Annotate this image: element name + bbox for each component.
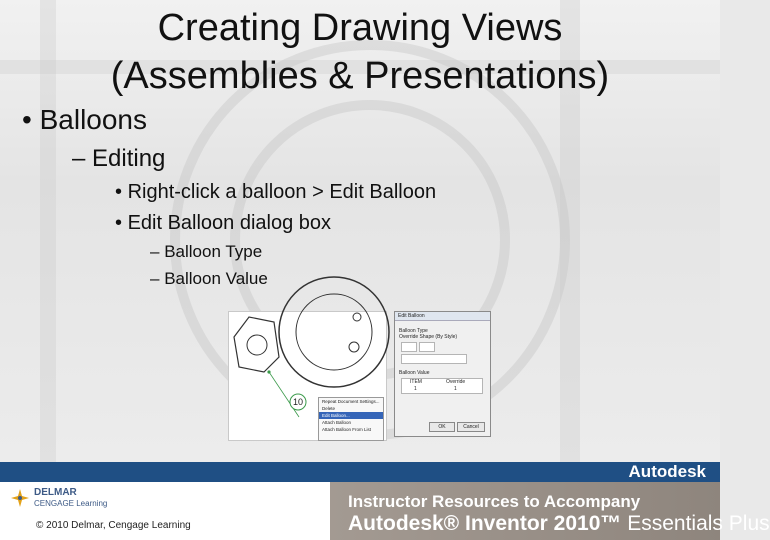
dash-icon: –: [150, 242, 165, 261]
context-menu-item[interactable]: Attach Balloon From List: [322, 427, 372, 432]
bullet-text: Edit Balloon dialog box: [127, 212, 332, 234]
bullet-level-3: [115, 212, 331, 235]
delmar-logo-icon: [9, 487, 31, 509]
bullet-level-1: [22, 104, 147, 136]
slide-title-line-1: Creating Drawing Views: [157, 7, 563, 49]
context-menu-item[interactable]: Repeat Document Settings...: [322, 399, 380, 404]
override-shape-checkbox[interactable]: Override Shape (By Style): [399, 334, 458, 340]
table-cell: 1: [414, 386, 417, 392]
bullet-level-3: [115, 181, 436, 204]
context-menu-item-edit-balloon[interactable]: Edit Balloon...: [319, 412, 383, 419]
product-name-light: Essentials Plus: [621, 512, 770, 535]
table-cell[interactable]: 1: [454, 386, 457, 392]
footer: [0, 462, 770, 540]
column-header: ITEM: [410, 379, 422, 385]
balloon-type-label: Balloon Type: [399, 328, 428, 334]
product-name-bold: Autodesk® Inventor 2010™: [348, 512, 622, 535]
ok-button[interactable]: OK: [429, 422, 455, 432]
context-menu-item[interactable]: Delete: [322, 406, 336, 411]
bullet-text: Balloons: [39, 104, 147, 135]
shape-button-1[interactable]: [401, 342, 417, 352]
bullet-level-4: [150, 242, 262, 262]
shape-button-2[interactable]: [419, 342, 435, 352]
bullet-dot-icon: •: [115, 181, 128, 203]
bullet-dot-icon: •: [115, 212, 128, 234]
balloon-value-table: [401, 378, 483, 394]
slide-title-line-2: (Assemblies & Presentations): [110, 55, 610, 97]
bullet-text: Balloon Value: [164, 269, 268, 288]
context-menu-item[interactable]: Attach Balloon: [322, 420, 352, 425]
bullet-text: Right-click a balloon > Edit Balloon: [127, 181, 437, 203]
product-name: [348, 512, 770, 536]
copyright: © 2010 Delmar, Cengage Learning: [36, 520, 191, 531]
bullet-text: Balloon Type: [164, 242, 263, 261]
context-menu: [318, 397, 384, 441]
resources-heading: Instructor Resources to Accompany: [348, 492, 641, 511]
autodesk-logo: Autodesk: [628, 462, 706, 481]
bullet-level-4: [150, 269, 268, 289]
balloon-number[interactable]: 10: [292, 397, 304, 407]
bullet-dot-icon: •: [22, 104, 32, 135]
bullet-text: Editing: [92, 145, 166, 172]
dash-icon: –: [72, 145, 93, 172]
balloon-value-label: Balloon Value: [399, 370, 430, 376]
dash-icon: –: [150, 269, 165, 288]
balloon-shape-dropdown[interactable]: [401, 354, 467, 364]
publisher-name: DELMAR: [34, 487, 77, 498]
footer-band: [0, 462, 720, 482]
dialog-title: Edit Balloon: [395, 312, 490, 321]
cancel-button[interactable]: Cancel: [457, 422, 485, 432]
column-header: Override: [446, 379, 466, 385]
bullet-level-2: [72, 145, 165, 173]
edit-balloon-dialog: [394, 311, 491, 437]
publisher-sub: CENGAGE Learning: [34, 499, 108, 508]
